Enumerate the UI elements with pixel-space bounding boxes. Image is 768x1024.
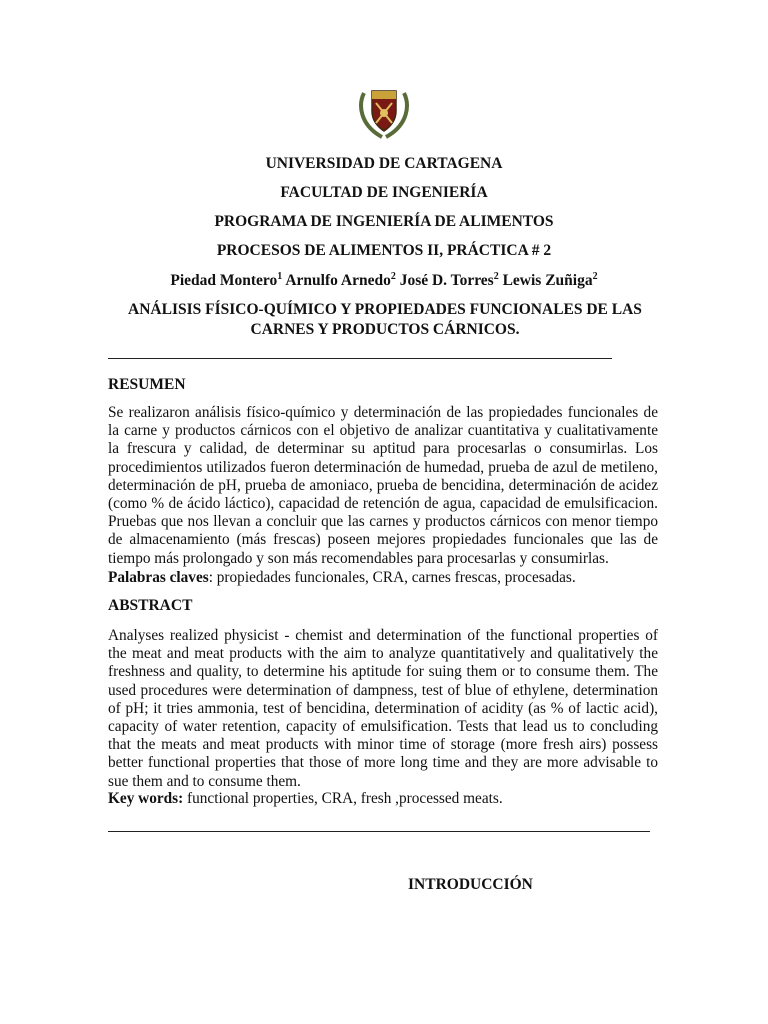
paper-title: ANÁLISIS FÍSICO-QUÍMICO Y PROPIEDADES FUNCIONALES DE LAS CARNES Y PRODUCTOS CÁRNICOS. bbox=[128, 301, 642, 338]
author-affiliation: 2 bbox=[592, 271, 598, 282]
resumen-keywords bbox=[108, 569, 668, 587]
keywords-text: functional properties, CRA, fresh ,processed meats. bbox=[183, 790, 503, 807]
university-crest-icon bbox=[354, 85, 414, 141]
abstract-keywords bbox=[108, 790, 668, 808]
abstract-body: Analyses realized physicist - chemist and determination of the functional properties of the meat and meat products with the aim to analyze quantitatively and qualitatively the freshness and quality, to determine his aptitude for suing them or to consume them. The used procedures were determination of dampness, test of blue of ethylene, determination of pH; it tries ammonia, test of bencidina, determination of acidity (as % of lactic acid), capacity of water retention, capacity of emulsification. Tests that lead us to concluding that the meats and meat products with minor time of storage (more fresh airs) possess better functional properties that those of more long time and they are more advisable to sue them and to consume them. bbox=[108, 627, 658, 790]
author-name: Piedad Montero bbox=[170, 272, 278, 290]
course-name: PROCESOS DE ALIMENTOS II, PRÁCTICA # 2 bbox=[216, 242, 552, 259]
keywords-text: : propiedades funcionales, CRA, carnes frescas, procesadas. bbox=[208, 569, 576, 586]
faculty-name: FACULTAD DE INGENIERÍA bbox=[280, 184, 488, 201]
divider bbox=[108, 831, 650, 832]
university-name: UNIVERSIDAD DE CARTAGENA bbox=[265, 155, 503, 172]
author-name: José D. Torres bbox=[399, 272, 494, 290]
author-affiliation: 1 bbox=[277, 271, 283, 282]
author-list bbox=[0, 271, 768, 290]
resumen-heading: RESUMEN bbox=[108, 376, 186, 393]
abstract-heading: ABSTRACT bbox=[108, 597, 193, 614]
resumen-body: Se realizaron análisis físico-químico y determinación de las propiedades funcionales de la carne y productos cárnicos con el objetivo de analizar cuantitativa y cualitativamente la frescura y calidad, de determinar su aptitud para procesarlas o consumirlas. Los procedimientos utilizados fueron determinación de humedad, prueba de azul de metileno, determinación de pH, prueba de amoniaco, prueba de bencidina, determinación de acidez (como % de ácido láctico), capacidad de retención de agua, capacidad de emulsificacion. Pruebas que nos llevan a concluir que las carnes y productos cárnicos con menor tiempo de almacenamiento (más frescas) poseen mejores propiedades funcionales que las de tiempo más prolongado y son más recomendables para procesarlas y consumirlas. bbox=[108, 404, 658, 567]
introduction-heading: INTRODUCCIÓN bbox=[408, 876, 533, 893]
keywords-label: Key words: bbox=[108, 790, 184, 807]
keywords-label: Palabras claves bbox=[108, 569, 209, 586]
author-affiliation: 2 bbox=[390, 271, 396, 282]
author-affiliation: 2 bbox=[493, 271, 499, 282]
author-name: Lewis Zuñiga bbox=[502, 272, 593, 290]
program-name: PROGRAMA DE INGENIERÍA DE ALIMENTOS bbox=[214, 213, 554, 230]
author-name: Arnulfo Arnedo bbox=[285, 272, 391, 290]
divider bbox=[108, 358, 612, 359]
